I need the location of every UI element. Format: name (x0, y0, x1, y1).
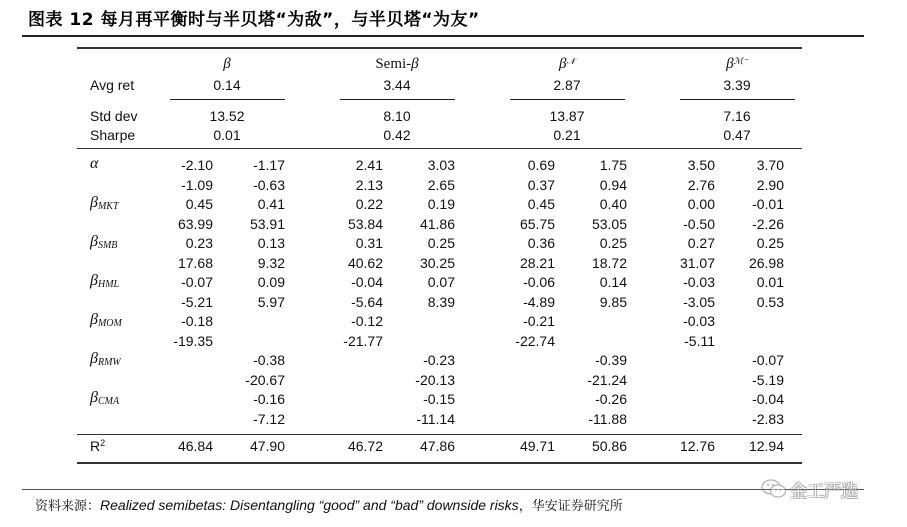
summary-label: Sharpe (90, 127, 136, 143)
factor-label: α (90, 155, 99, 172)
r2-cell: 49.71 (519, 438, 555, 454)
table-cell: 31.07 (679, 254, 715, 271)
table-cell: 0.40 (599, 196, 627, 212)
table-cell: -21.77 (343, 332, 383, 349)
summary-value: 3.39 (723, 77, 751, 93)
table-cell: 0.14 (599, 274, 627, 290)
table-cell: -5.21 (181, 293, 213, 310)
r2-cell: 50.86 (591, 438, 627, 454)
table-cell: -1.09 (181, 176, 213, 193)
table-cell: 0.37 (527, 176, 555, 193)
r2-cell: 46.84 (177, 438, 213, 454)
column-group-rule-4 (680, 99, 795, 100)
table-cell: 2.76 (687, 176, 715, 193)
table-cell: 8.39 (427, 293, 455, 310)
table-cell: 0.00 (687, 196, 715, 212)
table-cell: -2.10 (181, 157, 213, 173)
summary-value: 0.42 (383, 127, 411, 143)
table-cell: 0.07 (427, 274, 455, 290)
r2-cell: 46.72 (347, 438, 383, 454)
table-cell: -1.17 (253, 157, 285, 173)
table-cell: -21.24 (587, 371, 627, 388)
table-cell: 0.45 (527, 196, 555, 212)
table-cell: 53.84 (347, 215, 383, 232)
table-cell: 0.25 (756, 235, 784, 251)
table-cell: 0.19 (427, 196, 455, 212)
table-cell: 0.69 (527, 157, 555, 173)
table-cell: -0.18 (181, 313, 213, 329)
table-cell: -0.01 (752, 196, 784, 212)
table-cell: -5.64 (351, 293, 383, 310)
factor-label: $\beta_{RMW}$ (90, 350, 121, 368)
table-cell: 0.25 (599, 235, 627, 251)
table-cell: -20.67 (245, 371, 285, 388)
column-header-2: Semi-β (375, 56, 419, 72)
table-cell: 17.68 (177, 254, 213, 271)
table-cell: 26.98 (748, 254, 784, 271)
table-cell: 0.25 (427, 235, 455, 251)
table-cell: 3.50 (687, 157, 715, 173)
table-cell: 0.13 (257, 235, 285, 251)
table-cell: -0.16 (253, 391, 285, 407)
table-cell: -0.03 (683, 274, 715, 290)
table-top-rule (77, 47, 802, 49)
table-cell: 0.31 (355, 235, 383, 251)
column-header-3: $\beta^𝒩$ (558, 56, 576, 72)
table-cell: 2.65 (427, 176, 455, 193)
summary-value: 8.10 (383, 108, 411, 124)
column-header-1: β (223, 56, 231, 72)
table-cell: -0.07 (181, 274, 213, 290)
table-cell: -19.35 (173, 332, 213, 349)
table-cell: -5.11 (684, 332, 715, 349)
wechat-icon (760, 478, 788, 500)
table-cell: 5.97 (257, 293, 285, 310)
table-cell: -0.63 (253, 176, 285, 193)
table-cell: 40.62 (347, 254, 383, 271)
table-cell: -2.83 (752, 410, 784, 427)
table-r2-rule (77, 434, 802, 435)
table-cell: 53.05 (591, 215, 627, 232)
factor-label: $\beta_{CMA}$ (90, 389, 120, 407)
table-cell: -0.26 (595, 391, 627, 407)
table-cell: -5.19 (752, 371, 784, 388)
source-note (35, 495, 623, 514)
table-cell: -2.26 (752, 215, 784, 232)
summary-label: Std dev (90, 108, 138, 124)
r2-label: $R^2$ (90, 438, 106, 454)
r2-cell: 47.86 (419, 438, 455, 454)
watermark-text: 金工严选 (790, 482, 858, 502)
table-cell: 9.85 (599, 293, 627, 310)
table-cell: 63.99 (177, 215, 213, 232)
table-cell: -0.04 (351, 274, 383, 290)
table-cell: -0.06 (523, 274, 555, 290)
table-cell: 2.13 (355, 176, 383, 193)
r2-cell: 12.94 (748, 438, 784, 454)
table-cell: 0.27 (687, 235, 715, 251)
r2-cell: 12.76 (679, 438, 715, 454)
table-cell: -11.88 (588, 410, 627, 427)
column-group-rule-2 (340, 99, 455, 100)
source-paper: Realized semibetas: Disentangling “good” and “bad” downside risks (100, 497, 519, 513)
table-mid-rule (77, 148, 802, 149)
r2-cell: 47.90 (249, 438, 285, 454)
table-cell: 2.41 (355, 157, 383, 173)
summary-value: 0.01 (213, 127, 241, 143)
table-cell: 3.03 (427, 157, 455, 173)
table-cell: 41.86 (419, 215, 455, 232)
table-cell: 0.01 (756, 274, 784, 290)
table-cell: -0.12 (351, 313, 383, 329)
table-cell: 0.22 (355, 196, 383, 212)
table-cell: 0.23 (185, 235, 213, 251)
source-label: 资料来源： (35, 499, 101, 514)
source-rule (22, 489, 864, 490)
factor-label: $\beta_{SMB}$ (90, 233, 118, 251)
summary-value: 0.21 (553, 127, 581, 143)
summary-value: 3.44 (383, 77, 411, 93)
table-cell: -0.07 (752, 352, 784, 368)
summary-value: 13.52 (209, 108, 245, 124)
table-cell: -7.12 (253, 410, 285, 427)
table-cell: -20.13 (415, 371, 455, 388)
table-cell: 28.21 (519, 254, 555, 271)
column-group-rule-1 (170, 99, 285, 100)
summary-value: 0.47 (723, 127, 751, 143)
table-cell: 0.53 (756, 293, 784, 310)
column-header-4: $\beta^{ℳ^-}$ (726, 56, 748, 72)
table-cell: 0.36 (527, 235, 555, 251)
table-cell: -3.05 (683, 293, 715, 310)
table-cell: 0.45 (185, 196, 213, 212)
table-cell: -0.50 (683, 215, 715, 232)
table-cell: -0.15 (423, 391, 455, 407)
column-group-rule-3 (510, 99, 625, 100)
table-cell: -0.03 (683, 313, 715, 329)
table-cell: 65.75 (519, 215, 555, 232)
factor-label: $\beta_{MOM}$ (90, 311, 122, 329)
table-cell: 53.91 (249, 215, 285, 232)
table-cell: 0.94 (599, 176, 627, 193)
source-org: ，华安证券研究所 (518, 499, 623, 514)
table-cell: -0.38 (253, 352, 285, 368)
table-cell: 9.32 (257, 254, 285, 271)
table-cell: -0.39 (595, 352, 627, 368)
table-cell: 18.72 (591, 254, 627, 271)
summary-value: 0.14 (213, 77, 241, 93)
table-cell: -11.14 (416, 410, 455, 427)
table-cell: 0.09 (257, 274, 285, 290)
table-cell: -22.74 (515, 332, 555, 349)
watermark (760, 476, 880, 502)
table-cell: 2.90 (756, 176, 784, 193)
table-bottom-rule (77, 462, 802, 464)
summary-value: 7.16 (723, 108, 751, 124)
table-cell: -4.89 (523, 293, 555, 310)
summary-label: Avg ret (90, 77, 135, 93)
table-cell: 30.25 (419, 254, 455, 271)
summary-value: 13.87 (549, 108, 585, 124)
table-cell: 0.41 (257, 196, 285, 212)
table-cell: -0.21 (523, 313, 555, 329)
figure-title: 图表 12 每月再平衡时与半贝塔“为敌”，与半贝塔“为友” (28, 10, 480, 30)
factor-label: $\beta_{HML}$ (90, 272, 120, 290)
table-cell: -0.23 (423, 352, 455, 368)
table-cell: -0.04 (752, 391, 784, 407)
table-cell: 1.75 (599, 157, 627, 173)
table-cell: 3.70 (756, 157, 784, 173)
factor-label: $\beta_{MKT}$ (90, 194, 119, 212)
summary-value: 2.87 (553, 77, 581, 93)
